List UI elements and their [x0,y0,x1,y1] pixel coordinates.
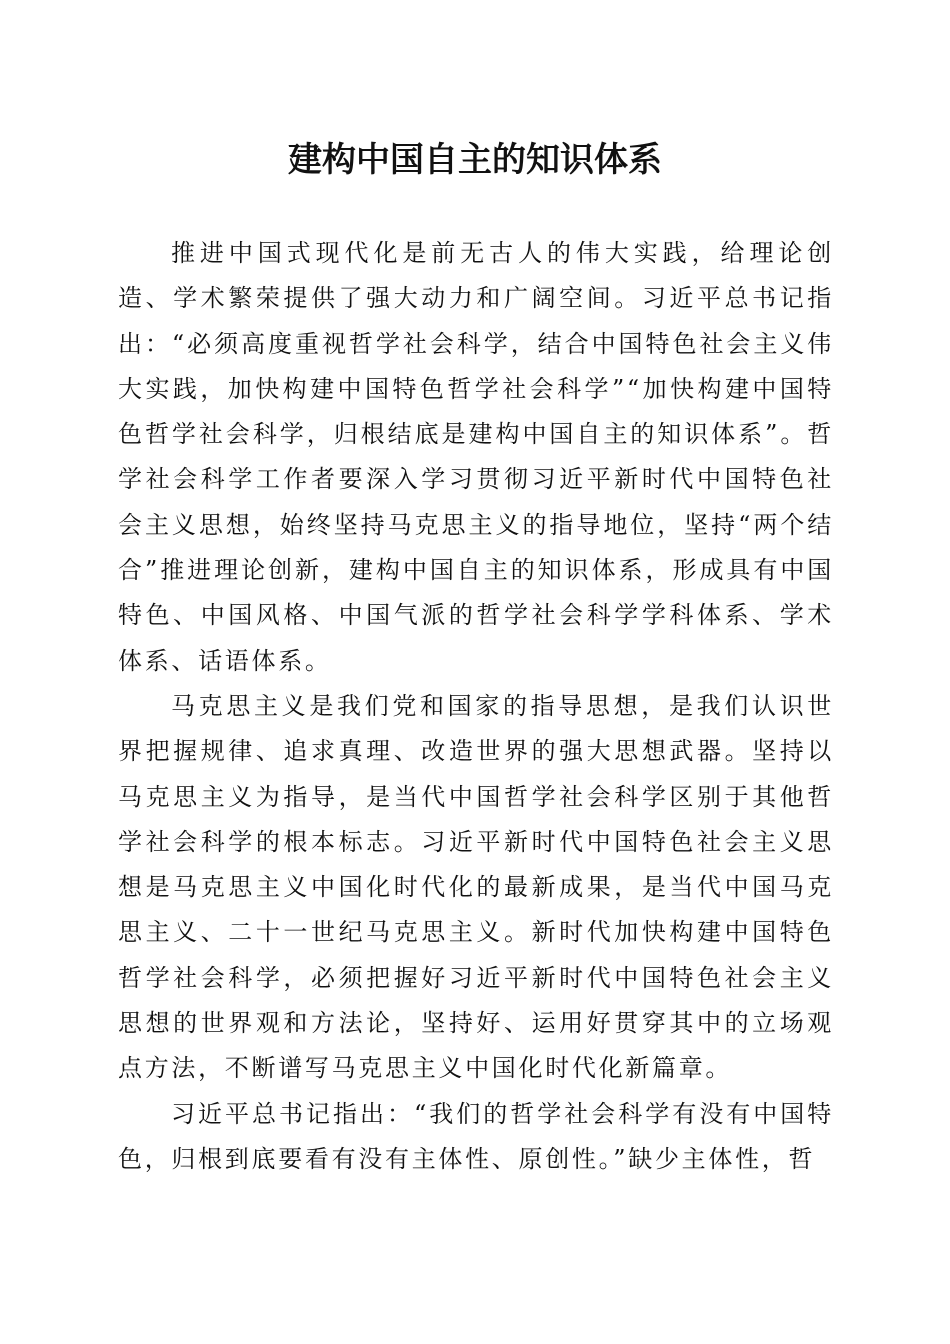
paragraph-3: 习近平总书记指出：“我们的哲学社会科学有没有中国特色，归根到底要看有没有主体性、原创性。”缺少主体性，哲 [118,1099,834,1173]
paragraph-1: 推进中国式现代化是前无古人的伟大实践，给理论创造、学术繁荣提供了强大动力和广阔空间。习近平总书记指出：“必须高度重视哲学社会科学，结合中国特色社会主义伟大实践，加快构建中国特色哲学社会科学”“加快构建中国特色哲学社会科学，归根结底是建构中国自主的知识体系”。哲学社会科学工作者要深入学习贯彻习近平新时代中国特色社会主义思想，始终坚持马克思主义的指导地位，坚持“两个结合”推进理论创新，建构中国自主的知识体系，形成具有中国特色、中国风格、中国气派的哲学社会科学学科体系、学术体系、话语体系。 [118,239,834,675]
document-title: 建构中国自主的知识体系 [288,140,662,180]
paragraph-2: 马克思主义是我们党和国家的指导思想，是我们认识世界把握规律、追求真理、改造世界的强大思想武器。坚持以马克思主义为指导，是当代中国哲学社会科学区别于其他哲学社会科学的根本标志。习近平新时代中国特色社会主义思想是马克思主义中国化时代化的最新成果，是当代中国马克思主义、二十一世纪马克思主义。新时代加快构建中国特色哲学社会科学，必须把握好习近平新时代中国特色社会主义思想的世界观和方法论，坚持好、运用好贯穿其中的立场观点方法，不断谱写马克思主义中国化时代化新篇章。 [118,691,834,1083]
document-body [118,231,834,1182]
